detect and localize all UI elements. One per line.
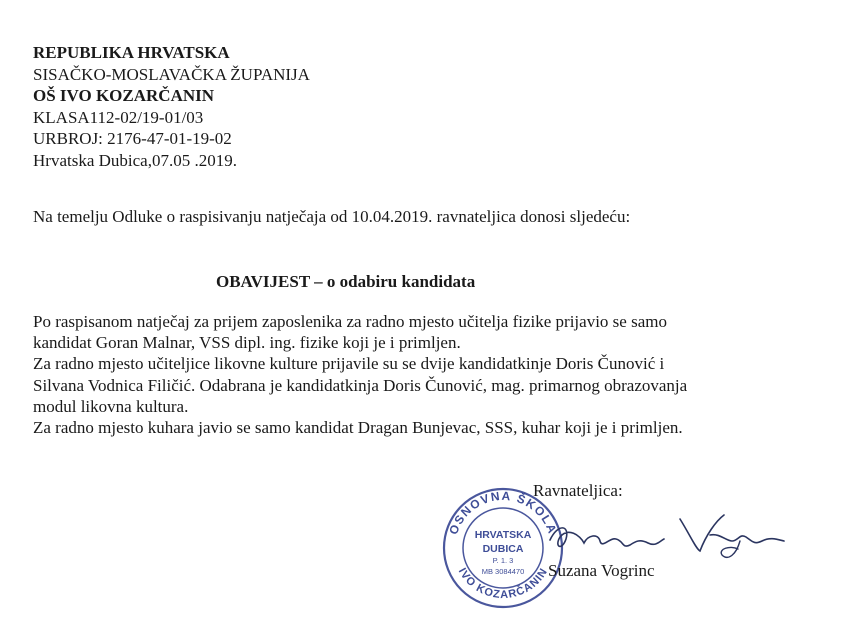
- body-text: [33, 311, 833, 438]
- stamp-bottom-text: IVO KOZARČANIN: [455, 565, 551, 602]
- body-line: modul likovna kultura.: [33, 396, 189, 416]
- stamp-center-line: P. 1. 3: [492, 556, 514, 565]
- stamp-center-line: MB 3084470: [481, 567, 525, 576]
- country-name: REPUBLIKA HRVATSKA: [33, 43, 230, 62]
- handwritten-signature: [540, 505, 790, 565]
- stamp-top-text: OSNOVNA ŠKOLA: [446, 488, 560, 537]
- intro-sentence: Na temelju Odluke o raspisivanju natječaja od 10.04.2019. ravnateljica donosi sljedeću:: [33, 207, 631, 226]
- body-line: kandidat Goran Malnar, VSS dipl. ing. fizike koji je i primljen.: [33, 333, 461, 353]
- signatory-role: Ravnateljica:: [533, 481, 623, 500]
- stamp-center-line: HRVATSKA: [474, 529, 532, 541]
- body-line: Za radno mjesto kuhara javio se samo kandidat Dragan Bunjevac, SSS, kuhar koji je i primljen.: [33, 418, 683, 438]
- school-name: OŠ IVO KOZARČANIN: [33, 86, 215, 105]
- urbroj-number: URBROJ: 2176-47-01-19-02: [33, 129, 232, 148]
- body-line: Silvana Vodnica Filičić. Odabrana je kandidatkinja Doris Čunović, mag. primarnog obrazovanja: [33, 375, 688, 395]
- klasa-number: KLASA112-02/19-01/03: [33, 107, 204, 127]
- stamp-center-line: DUBICA: [482, 543, 524, 555]
- body-line: Za radno mjesto učiteljice likovne kulture prijavile su se dvije kandidatkinje Doris Čunović i: [33, 354, 665, 374]
- letterhead: [33, 42, 310, 171]
- place-and-date: Hrvatska Dubica,07.05 .2019.: [33, 150, 237, 170]
- body-line: Po raspisanom natječaj za prijem zaposlenika za radno mjesto učitelja fizike prijavio se samo: [33, 312, 667, 331]
- county-name: SISAČKO-MOSLAVAČKA ŽUPANIJA: [33, 64, 310, 84]
- signatory-name: Suzana Vogrinc: [548, 561, 655, 580]
- document-title: OBAVIJEST – o odabiru kandidata: [216, 272, 476, 291]
